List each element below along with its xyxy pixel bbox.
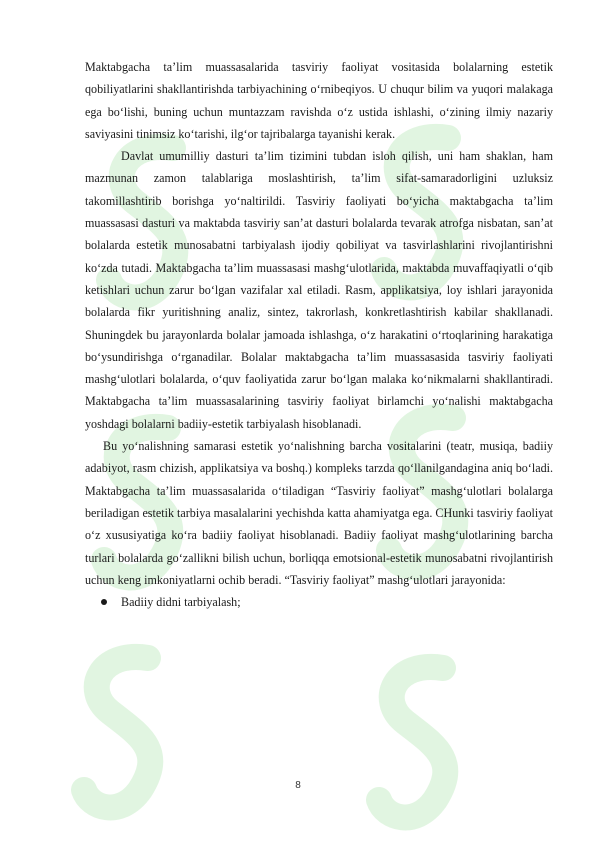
body-text xyxy=(85,56,553,613)
paragraph-2: Davlat umumilliy dasturi ta’lim tizimini tubdan isloh qilish, uni ham shaklan, ham mazmunan zamon talablariga moslashtirish, ta’lim sifat-samaradorligini uzluksiz takomillashtirib borishga yo‘naltirildi. Tasviriy faoliyati bo‘yicha maktabgacha ta’lim muassasasi dasturi va maktabda tasviriy san’at dasturi bolalarda tevarak atrofga nisbatan, san’at bolalarda estetik munosabatni tarbiyalash ijodiy qobiliyat va tasvirlashlarini rivojlantirishni ko‘zda tutadi. Maktabgacha ta’lim muassasasi mashg‘ulotlarida, maktabda muvaffaqiyatli o‘qib ketishlari uchun zarur bo‘lgan vazifalar xal etiladi. Rasm, applikatsiya, loy ishlari jarayonida bolalarda fikr yuritishning analiz, sintez, takrorlash, konkretlashtirish kabilar shakllanadi. Shuningdek bu jarayonlarda bolalar jamoada ishlashga, o‘z harakatini o‘rtoqlarining harakatiga bo‘ysundirishga o‘rganadilar. Bolalar maktabgacha ta’lim muassasasida tasviriy faoliyati mashg‘ulotlari bolalarda, o‘quv faoliyatida zarur bo‘lgan malaka ko‘nikmalarni shakllantiradi. Maktabgacha ta’lim muassasalarining tasviriy faoliyat birlamchi yo‘nalishi maktabgacha yoshdagi bolalarni badiiy-estetik tarbiyalash hisoblanadi. xyxy=(85,149,553,431)
paragraph-3: Bu yo‘nalishning samarasi estetik yo‘nalishning barcha vositalarini (teatr, musiqa, badiiy adabiyot, rasm chizish, applikatsiya va boshq.) kompleks tarzda qo‘llanilgandagina aniq bo‘ladi. Maktabgacha ta’lim muassasalarida o‘tiladigan “Tasviriy faoliyat” mashg‘ulotlari bolalarga beriladigan estetik tarbiya masalalarini yechishda katta ahamiyatga ega. CHunki tasviriy faoliyat o‘z xususiyatiga ko‘ra badiiy faoliyat hisoblanadi. Badiiy faoliyat mashg‘ulotlarining barcha turlari bolalarda go‘zallikni bilish uchun, borliqqa emotsional-estetik munosabatni rivojlantirish uchun keng imkoniyatlarni ochib beradi. “Tasviriy faoliyat” mashg‘ulotlari jarayonida: xyxy=(85,439,553,587)
list-item xyxy=(85,591,553,613)
bullet-icon xyxy=(101,599,107,605)
watermark-icon xyxy=(70,640,180,830)
page-number: 8 xyxy=(295,780,301,791)
paragraph-1: Maktabgacha ta’lim muassasalarida tasviriy faoliyat vositasida bolalarning estetik qobiliyatlarini shakllantirishda tarbiyachining o‘rnibeqiyos. U chuqur bilim va yuqori malakaga ega bo‘lishi, buning uchun muntazzam ravishda o‘z ustida ishlashi, o‘zining ilmiy nazariy saviyasini tinimsiz ko‘tarishi, ilg‘or tajribalarga tayanishi kerak. xyxy=(85,60,553,141)
watermark-icon xyxy=(365,650,475,840)
list-item-text: Badiiy didni tarbiyalash; xyxy=(121,595,241,610)
